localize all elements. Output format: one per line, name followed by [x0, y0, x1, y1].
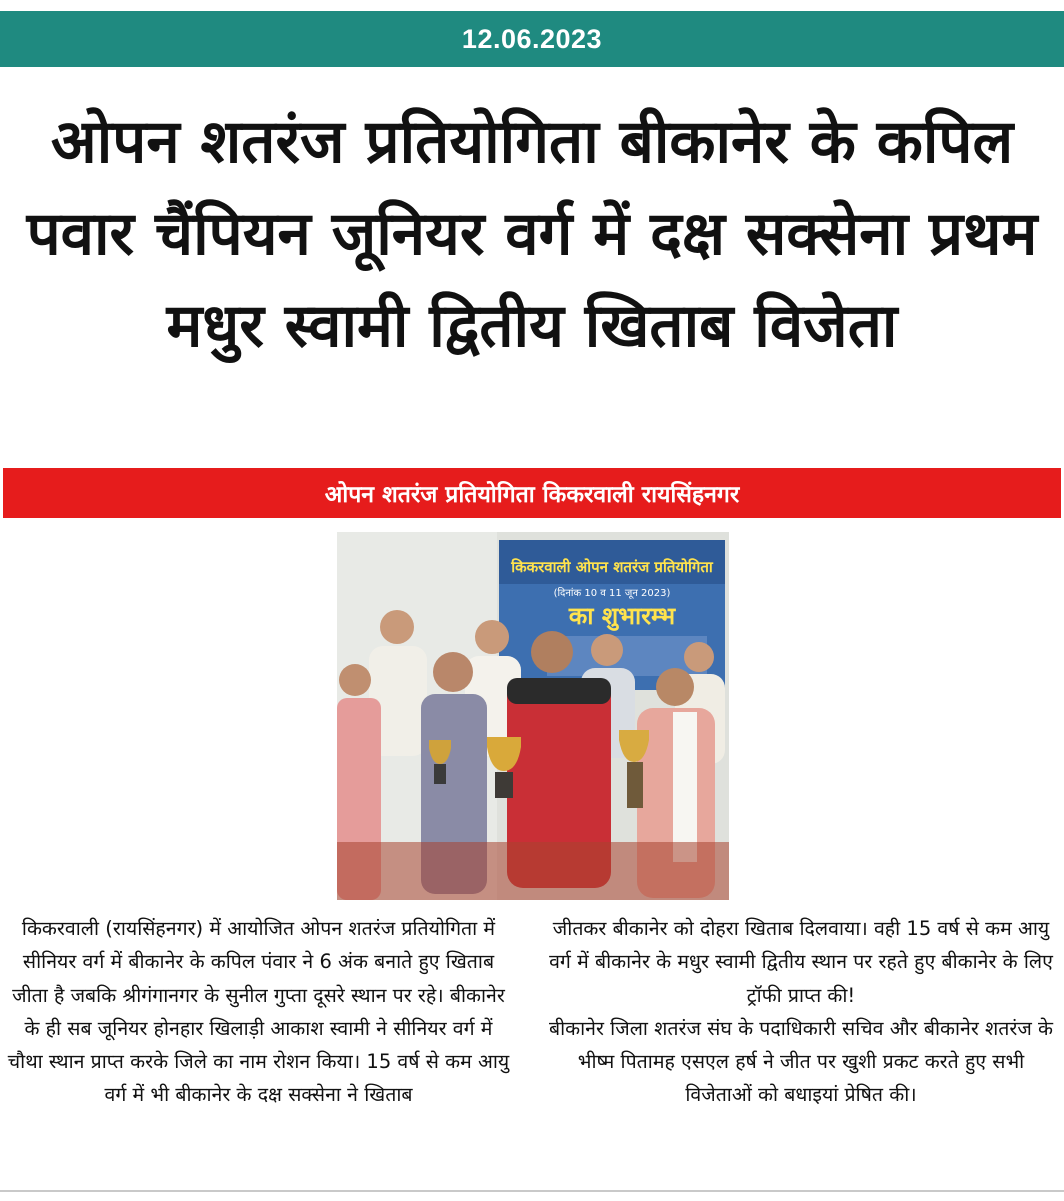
subheading-banner: [3, 468, 1061, 518]
article-paragraph: बीकानेर जिला शतरंज संघ के पदाधिकारी सचिव और बीकानेर शतरंज के भीष्म पितामह एसएल हर्ष ने जीत पर खुशी प्रकट करते हुए सभी विजेताओं को बधाइयां प्रेषित की।: [548, 1016, 1054, 1107]
article-right-column: [545, 912, 1057, 1112]
subheading: ओपन शतरंज प्रतियोगिता किकरवाली रायसिंहनगर: [324, 482, 740, 508]
event-photo: [337, 532, 729, 900]
bottom-divider: [0, 1190, 1064, 1192]
banner-title: किकरवाली ओपन शतरंज प्रतियोगिता: [511, 558, 713, 576]
banner-subtitle: का शुभारम्भ: [568, 602, 676, 630]
date-banner: [0, 11, 1064, 67]
article-left-column: [6, 912, 511, 1112]
article-paragraph: जीतकर बीकानेर को दोहरा खिताब दिलवाया। वही 15 वर्ष से कम आयु वर्ग में बीकानेर के मधुर स्वामी द्वितीय स्थान पर रहते हुए बीकानेर के लिए ट्रॉफी प्राप्त की!: [549, 917, 1053, 1007]
banner-date: (दिनांक 10 व 11 जून 2023): [553, 588, 671, 599]
article-paragraph: किकरवाली (रायसिंहनगर) में आयोजित ओपन शतरंज प्रतियोगिता में सीनियर वर्ग में बीकानेर के कपिल पंवार ने 6 अंक बनाते हुए खिताब जीता है जबकि श्रीगंगानगर के सुनील गुप्ता दूसरे स्थान पर रहे। बीकानेर के ही सब जूनियर होनहार खिलाड़ी आकाश स्वामी ने सीनियर वर्ग में चौथा स्थान प्राप्त करके जिले का नाम रोशन किया। 15 वर्ष से कम आयु वर्ग में भी बीकानेर के दक्ष सक्सेना ने खिताब: [7, 917, 510, 1107]
publication-date: 12.06.2023: [461, 23, 603, 54]
headline: ओपन शतरंज प्रतियोगिता बीकानेर के कपिल पवार चैंपियन जूनियर वर्ग में दक्ष सक्सेना प्रथम मधुर स्वामी द्वितीय खिताब विजेता: [26, 107, 1038, 361]
